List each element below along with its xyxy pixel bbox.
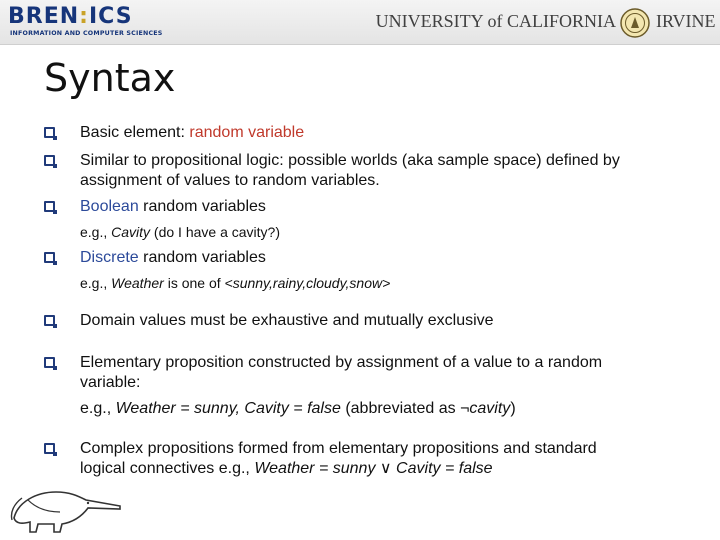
bren-ics-wordmark xyxy=(8,4,133,30)
example-discrete xyxy=(80,274,390,292)
not-symbol: ¬ xyxy=(460,400,470,417)
bullet-text: random variables xyxy=(138,198,266,215)
example-variable: Weather xyxy=(111,275,164,291)
example-boolean xyxy=(80,223,280,241)
example-text: (abbreviated as xyxy=(340,400,461,417)
bren-text: BREN xyxy=(8,4,80,29)
example-cavity: Cavity = false xyxy=(391,460,493,477)
bullet-box-icon xyxy=(44,155,55,166)
bullet-box-icon xyxy=(44,252,55,263)
university-name: UNIVERSITY of CALIFORNIA xyxy=(375,11,616,31)
example-abbreviation: cavity xyxy=(469,400,511,417)
example-close: ) xyxy=(510,400,516,417)
bullet-box-icon xyxy=(44,443,55,454)
example-assignment: Weather = sunny, Cavity = false xyxy=(115,400,341,417)
university-campus: IRVINE xyxy=(656,11,716,31)
highlight-random-variable: random variable xyxy=(189,124,305,141)
ics-text: ICS xyxy=(88,4,133,29)
uci-seal-icon xyxy=(620,8,650,38)
slide-title: Syntax xyxy=(44,56,176,100)
bullet-text: random variables xyxy=(138,249,266,266)
example-variable: Cavity xyxy=(111,224,151,240)
bullet-text: Complex propositions formed from elementary propositions and standard logical connectives e.g., xyxy=(80,440,597,477)
bullet-text: Similar to propositional logic: possible worlds (aka sample space) defined by assignment of values to random variables. xyxy=(80,152,620,189)
bullet-text: Domain values must be exhaustive and mutually exclusive xyxy=(80,312,494,329)
bullet-text: Basic element: xyxy=(80,124,190,141)
bullet-box-icon xyxy=(44,201,55,212)
highlight-boolean: Boolean xyxy=(80,198,139,215)
example-text: is one of xyxy=(163,275,225,291)
bullet-text: Elementary proposition constructed by assignment of a value to a random variable: xyxy=(80,354,603,391)
example-prefix: e.g., xyxy=(80,400,116,417)
bren-colon: : xyxy=(79,4,89,29)
example-text: (do I have a cavity?) xyxy=(150,224,280,240)
example-prefix: e.g., xyxy=(80,275,112,291)
header-banner xyxy=(0,0,720,45)
example-domain: <sunny,rainy,cloudy,snow> xyxy=(224,275,391,291)
bullet-box-icon xyxy=(44,127,55,138)
highlight-discrete: Discrete xyxy=(80,249,139,266)
bullet-box-icon xyxy=(44,315,55,326)
bullet-box-icon xyxy=(44,357,55,368)
bren-subtitle: INFORMATION AND COMPUTER SCIENCES xyxy=(10,30,163,37)
anteater-mascot-icon xyxy=(8,478,128,534)
or-symbol: ∨ xyxy=(379,460,392,477)
example-prefix: e.g., xyxy=(80,224,112,240)
bren-ics-logo xyxy=(8,4,198,40)
example-weather: Weather = sunny xyxy=(254,460,380,477)
